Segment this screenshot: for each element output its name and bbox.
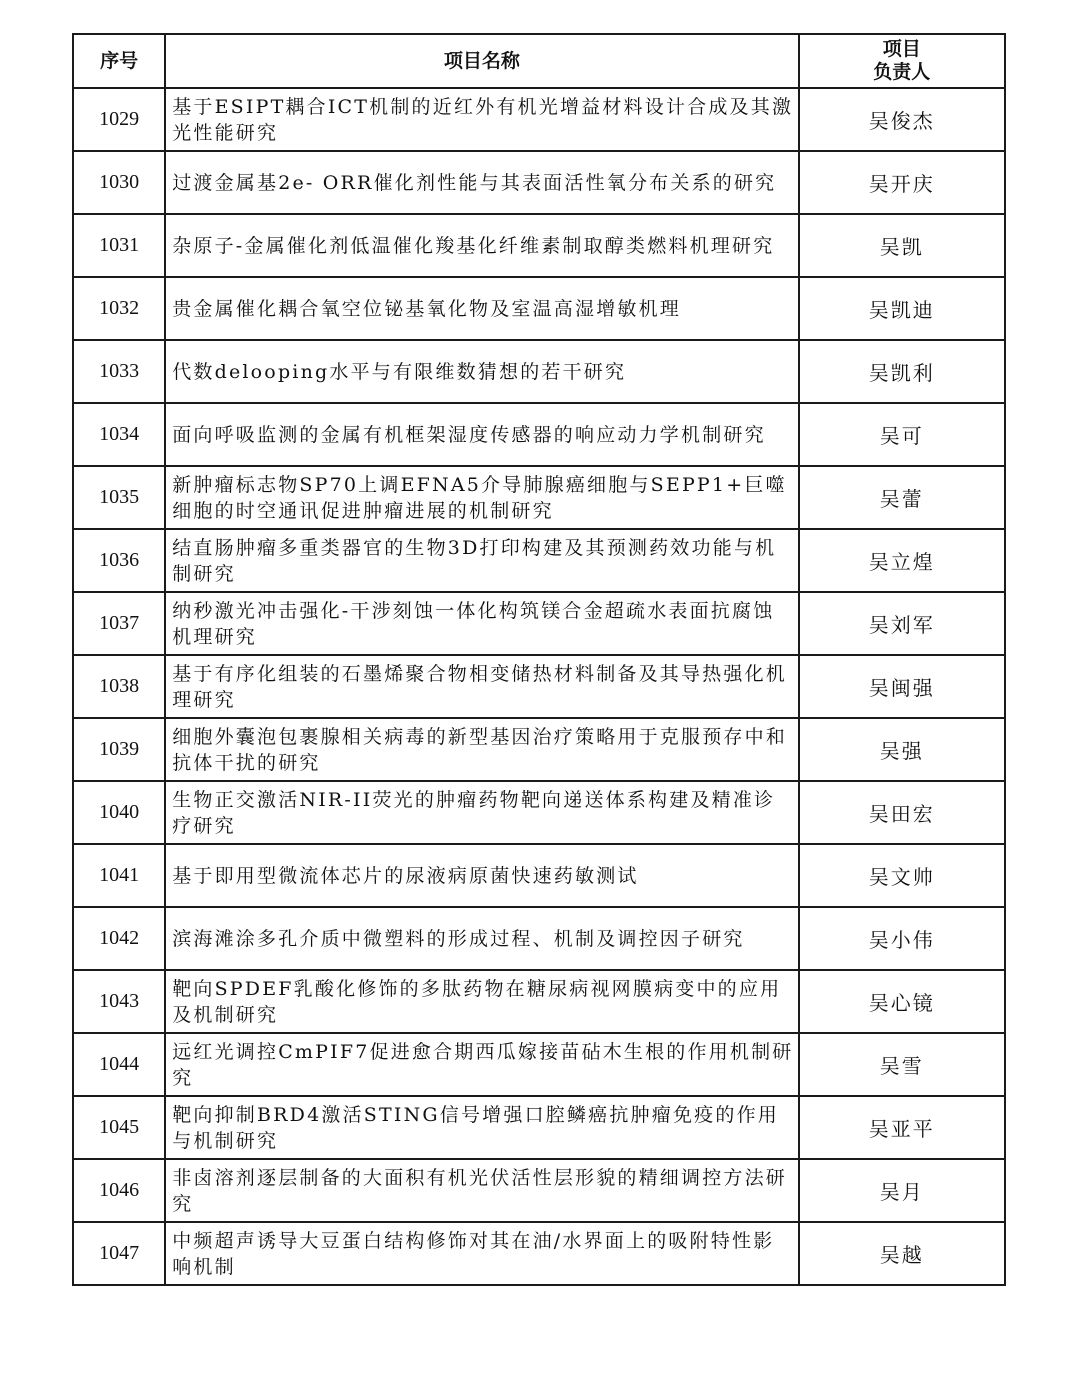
project-lead-cell: 吴月 — [799, 1159, 1005, 1222]
table-row — [73, 1159, 1005, 1222]
table-row — [73, 592, 1005, 655]
project-name-cell: 远红光调控CmPIF7促进愈合期西瓜嫁接苗砧木生根的作用机制研究 — [165, 1033, 798, 1096]
project-name-cell: 杂原子-金属催化剂低温催化羧基化纤维素制取醇类燃料机理研究 — [165, 214, 798, 277]
project-name-cell: 靶向SPDEF乳酸化修饰的多肽药物在糖尿病视网膜病变中的应用及机制研究 — [165, 970, 798, 1033]
serial-number-cell: 1045 — [73, 1096, 165, 1159]
serial-number-cell: 1044 — [73, 1033, 165, 1096]
project-name-cell: 生物正交激活NIR-II荧光的肿瘤药物靶向递送体系构建及精准诊疗研究 — [165, 781, 798, 844]
project-lead-cell: 吴凯迪 — [799, 277, 1005, 340]
table-row — [73, 655, 1005, 718]
project-name-cell: 基于ESIPT耦合ICT机制的近红外有机光增益材料设计合成及其激光性能研究 — [165, 88, 798, 151]
project-lead-cell: 吴越 — [799, 1222, 1005, 1285]
serial-number-cell: 1047 — [73, 1222, 165, 1285]
project-lead-cell: 吴亚平 — [799, 1096, 1005, 1159]
project-name-cell: 基于有序化组装的石墨烯聚合物相变储热材料制备及其导热强化机理研究 — [165, 655, 798, 718]
table-header — [73, 34, 1005, 88]
table-row — [73, 151, 1005, 214]
serial-number-cell: 1038 — [73, 655, 165, 718]
project-name-cell: 基于即用型微流体芯片的尿液病原菌快速药敏测试 — [165, 844, 798, 907]
serial-number-cell: 1037 — [73, 592, 165, 655]
serial-number-cell: 1029 — [73, 88, 165, 151]
serial-number-cell: 1030 — [73, 151, 165, 214]
project-name-cell: 代数delooping水平与有限维数猜想的若干研究 — [165, 340, 798, 403]
table-row — [73, 718, 1005, 781]
project-lead-cell: 吴凯 — [799, 214, 1005, 277]
project-lead-cell: 吴开庆 — [799, 151, 1005, 214]
table-body — [73, 88, 1005, 1285]
project-name-cell: 贵金属催化耦合氧空位铋基氧化物及室温高湿增敏机理 — [165, 277, 798, 340]
table-row — [73, 1222, 1005, 1285]
header-project-lead-line1: 项目 — [882, 38, 921, 60]
table-row — [73, 529, 1005, 592]
project-name-cell: 面向呼吸监测的金属有机框架湿度传感器的响应动力学机制研究 — [165, 403, 798, 466]
serial-number-cell: 1042 — [73, 907, 165, 970]
serial-number-cell: 1046 — [73, 1159, 165, 1222]
serial-number-cell: 1036 — [73, 529, 165, 592]
header-project-name: 项目名称 — [165, 34, 798, 88]
table-row — [73, 466, 1005, 529]
header-project-lead-line2: 负责人 — [873, 61, 931, 83]
project-lead-cell: 吴刘军 — [799, 592, 1005, 655]
project-lead-cell: 吴蕾 — [799, 466, 1005, 529]
serial-number-cell: 1031 — [73, 214, 165, 277]
project-table — [72, 33, 1006, 1286]
project-name-cell: 新肿瘤标志物SP70上调EFNA5介导肺腺癌细胞与SEPP1+巨噬细胞的时空通讯促进肿瘤进展的机制研究 — [165, 466, 798, 529]
table-row — [73, 277, 1005, 340]
project-lead-cell: 吴心镜 — [799, 970, 1005, 1033]
project-name-cell: 靶向抑制BRD4激活STING信号增强口腔鳞癌抗肿瘤免疫的作用与机制研究 — [165, 1096, 798, 1159]
project-lead-cell: 吴文帅 — [799, 844, 1005, 907]
serial-number-cell: 1035 — [73, 466, 165, 529]
project-name-cell: 中频超声诱导大豆蛋白结构修饰对其在油/水界面上的吸附特性影响机制 — [165, 1222, 798, 1285]
project-name-cell: 结直肠肿瘤多重类器官的生物3D打印构建及其预测药效功能与机制研究 — [165, 529, 798, 592]
serial-number-cell: 1043 — [73, 970, 165, 1033]
project-name-cell: 纳秒激光冲击强化-干涉刻蚀一体化构筑镁合金超疏水表面抗腐蚀机理研究 — [165, 592, 798, 655]
project-lead-cell: 吴凯利 — [799, 340, 1005, 403]
table-row — [73, 781, 1005, 844]
project-name-cell: 细胞外囊泡包裹腺相关病毒的新型基因治疗策略用于克服预存中和抗体干扰的研究 — [165, 718, 798, 781]
table-row — [73, 1096, 1005, 1159]
project-lead-cell: 吴田宏 — [799, 781, 1005, 844]
table-row — [73, 88, 1005, 151]
project-lead-cell: 吴小伟 — [799, 907, 1005, 970]
serial-number-cell: 1041 — [73, 844, 165, 907]
project-lead-cell: 吴强 — [799, 718, 1005, 781]
header-serial-number: 序号 — [73, 34, 165, 88]
table-row — [73, 1033, 1005, 1096]
table-row — [73, 907, 1005, 970]
project-lead-cell: 吴立煌 — [799, 529, 1005, 592]
project-lead-cell: 吴雪 — [799, 1033, 1005, 1096]
header-project-lead — [799, 34, 1005, 88]
table-row — [73, 340, 1005, 403]
project-name-cell: 过渡金属基2e- ORR催化剂性能与其表面活性氧分布关系的研究 — [165, 151, 798, 214]
project-name-cell: 滨海滩涂多孔介质中微塑料的形成过程、机制及调控因子研究 — [165, 907, 798, 970]
project-lead-cell: 吴闽强 — [799, 655, 1005, 718]
table-row — [73, 970, 1005, 1033]
table-row — [73, 214, 1005, 277]
serial-number-cell: 1033 — [73, 340, 165, 403]
project-name-cell: 非卤溶剂逐层制备的大面积有机光伏活性层形貌的精细调控方法研究 — [165, 1159, 798, 1222]
serial-number-cell: 1032 — [73, 277, 165, 340]
serial-number-cell: 1039 — [73, 718, 165, 781]
project-lead-cell: 吴可 — [799, 403, 1005, 466]
header-row — [73, 34, 1005, 88]
table-row — [73, 403, 1005, 466]
serial-number-cell: 1034 — [73, 403, 165, 466]
serial-number-cell: 1040 — [73, 781, 165, 844]
table-row — [73, 844, 1005, 907]
project-lead-cell: 吴俊杰 — [799, 88, 1005, 151]
